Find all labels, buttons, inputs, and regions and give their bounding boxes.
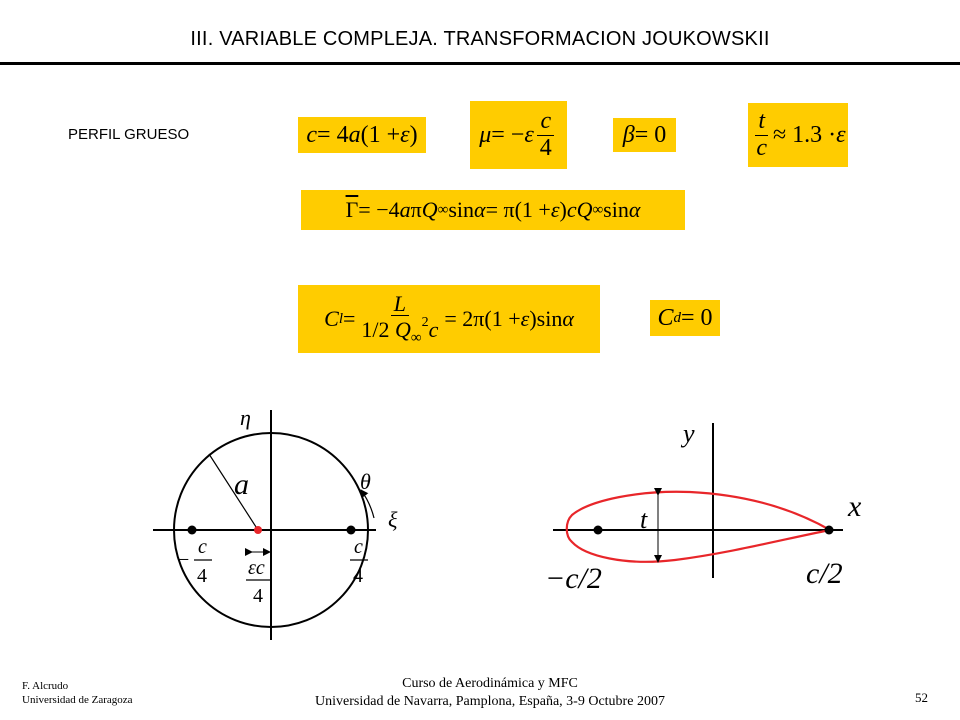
formula-mu: μ = − ε $\frac{c}{4}$ [470, 101, 567, 169]
right-critical-point [347, 526, 356, 535]
fraction-lift: $\frac{L}{1/2 Q_\infty^2c}$ [361, 290, 439, 346]
leading-point [594, 526, 603, 535]
minus-sign: − [178, 549, 190, 571]
formula-chord: c = 4 a (1 + ε ) [298, 117, 426, 153]
footer-author: F. Alcrudo Universidad de Zaragoza [22, 680, 133, 706]
footer-course: Curso de Aerodinámica y MFC Universidad de Navarra, Pamplona, España, 3-9 Octubre 2007 [315, 676, 665, 709]
fraction-c-over-4: $\frac{c}{4}$ [537, 109, 555, 160]
eps-c-num: εc [248, 557, 265, 579]
circle-center-point [254, 526, 262, 534]
left-critical-point [188, 526, 197, 535]
airfoil-plane [545, 419, 862, 595]
fraction-t-over-c: $\frac{t}{c}$ [756, 108, 767, 161]
half-chord-label: c/2 [806, 557, 843, 590]
thick-airfoil-profile [567, 492, 830, 562]
thickness-label: t [640, 505, 648, 534]
formula-drag: C d = 0 [650, 300, 720, 336]
circle-plane [153, 405, 398, 640]
x-label: x [848, 490, 862, 523]
eps-c-den: 4 [253, 585, 263, 607]
neg-half-chord-label: −c/2 [545, 562, 602, 595]
right-c-den: 4 [353, 565, 363, 587]
theta-label: θ [360, 469, 371, 494]
left-c-den: 4 [197, 565, 207, 587]
y-label: y [683, 419, 695, 448]
formula-circulation: $\overline{\Gamma}$ = −4 a π Q ∞ sin α = π(1 + ε ) c Q ∞ sin α [301, 190, 685, 230]
section-label: PERFIL GRUESO [68, 126, 190, 143]
trailing-point [825, 526, 834, 535]
formula-lift: C l = $\frac{L}{1/2 Q_\infty^2c}$ = 2π(1 + ε )sin α [298, 285, 600, 353]
formula-thickness: $\frac{t}{c}$ ≈ 1.3 · ε [748, 103, 848, 167]
xi-label: ξ [388, 507, 398, 532]
formula-beta: β = 0 [613, 118, 676, 152]
page-number: 52 [915, 690, 928, 705]
right-c-num: c [354, 536, 363, 558]
left-c-num: c [198, 536, 207, 558]
page-title: III. VARIABLE COMPLEJA. TRANSFORMACION JOUKOWSKII [190, 28, 770, 50]
eta-label: η [240, 405, 251, 430]
radius-label: a [234, 468, 249, 501]
